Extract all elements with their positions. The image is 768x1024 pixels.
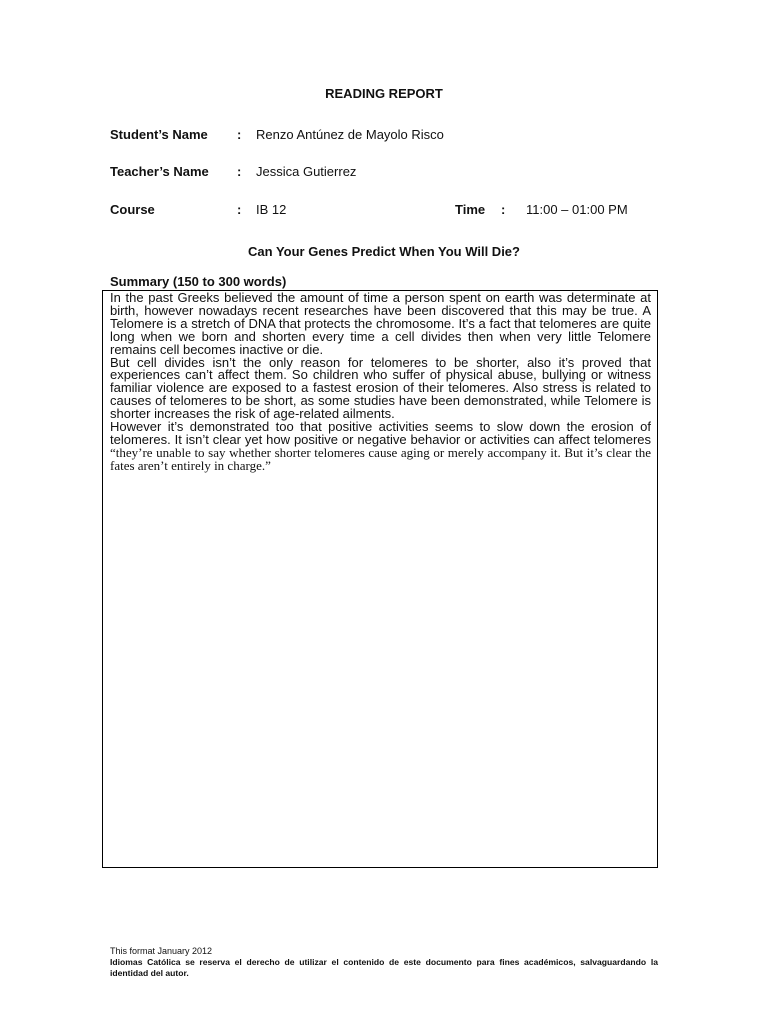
- summary-heading: Summary (150 to 300 words): [110, 274, 287, 289]
- summary-quote: “they’re unable to say whether shorter telomeres cause aging or merely accompany it. But it’s clear the fates aren’t entirely in charge.”: [110, 444, 651, 473]
- time-value: 11:00 – 01:00 PM: [526, 202, 628, 217]
- teacher-name-value: Jessica Gutierrez: [256, 164, 357, 179]
- document-title: READING REPORT: [325, 86, 443, 101]
- time-label: Time: [455, 202, 486, 217]
- summary-paragraph-3: [110, 421, 651, 473]
- article-title: Can Your Genes Predict When You Will Die?: [248, 244, 520, 259]
- teacher-name-row: [110, 163, 670, 181]
- summary-paragraph-2: But cell divides isn’t the only reason for telomeres to be shorter, also it’s proved that experiences can’t affect them. So children who suffer of physical abuse, bullying or witness familiar violence are exposed to a fastest erosion of their telomeres. Also stress is related to causes of telomeres to be short, as some studies have been demonstrated, while Telomere is shorter increases the risk of age-related ailments.: [110, 354, 651, 422]
- footer-notice: Idiomas Católica se reserva el derecho de utilizar el contenido de este documento para fines académicos, salvaguardando la identidad del autor.: [110, 957, 658, 978]
- teacher-name-colon: :: [237, 164, 242, 179]
- time-colon: :: [501, 202, 506, 217]
- footer-format-note: This format January 2012: [110, 946, 213, 956]
- summary-paragraph-1: In the past Greeks believed the amount of time a person spent on earth was determinate at birth, however nowadays recent researches have been discovered that this may be true. A Telomere is a stretch of DNA that protects the chromosome. It’s a fact that telomeres are quite long when we born and shorten every time a cell divides then when very little Telomere remains cell becomes inactive or die.: [110, 290, 651, 357]
- student-name-row: [110, 126, 670, 144]
- course-value: IB 12: [256, 202, 287, 217]
- course-colon: :: [237, 202, 242, 217]
- summary-paragraph-3-text: However it’s demonstrated too that positive activities seems to slow down the erosion of telomeres. It isn’t clear yet how positive or negative behavior or activities can affect telomeres: [110, 419, 651, 447]
- course-time-row: [110, 201, 670, 219]
- student-name-colon: :: [237, 127, 242, 142]
- summary-box: [102, 290, 658, 868]
- student-name-value: Renzo Antúnez de Mayolo Risco: [256, 127, 444, 142]
- teacher-name-label: Teacher’s Name: [110, 164, 209, 179]
- course-label: Course: [110, 202, 155, 217]
- student-name-label: Student’s Name: [110, 127, 208, 142]
- footer: [110, 946, 658, 979]
